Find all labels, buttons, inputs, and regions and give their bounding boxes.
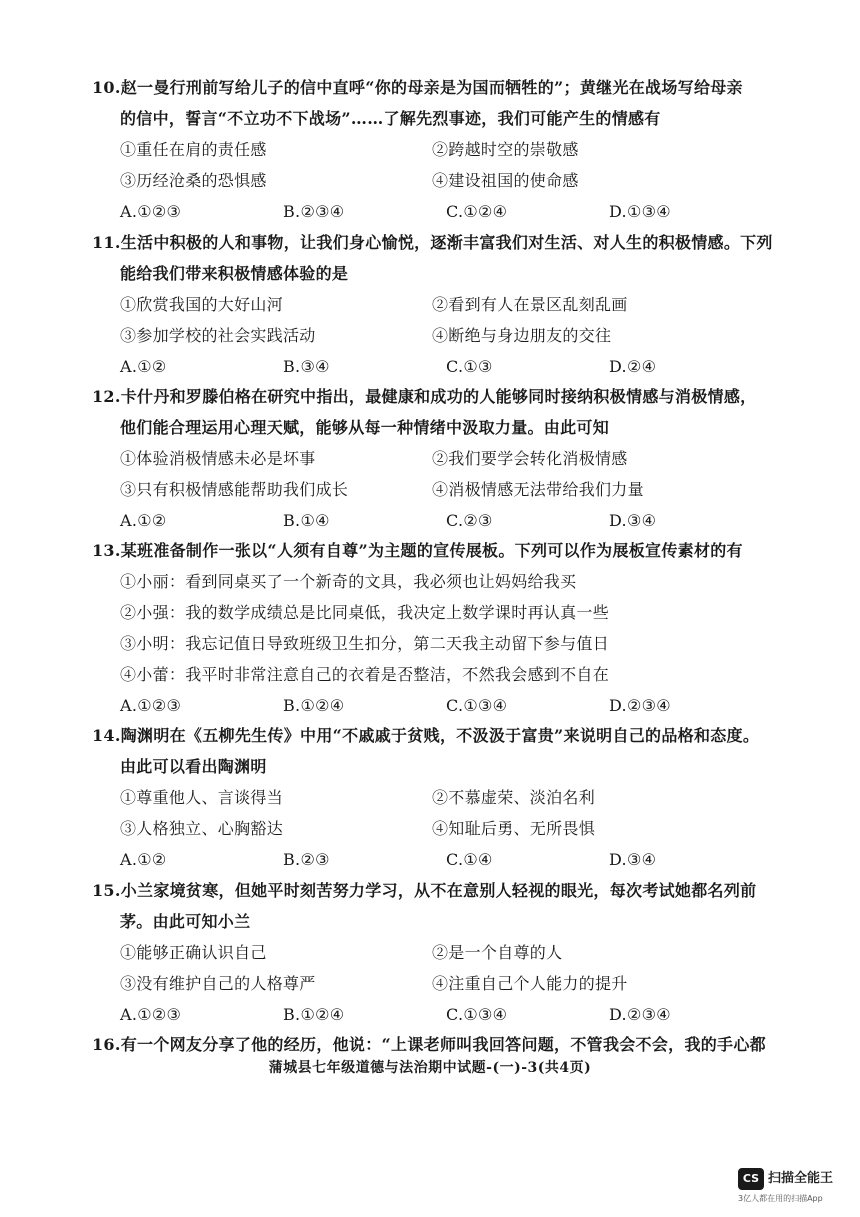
- camscanner-logo-icon: CS: [738, 1168, 764, 1190]
- question-stem: 茅。由此可知小兰: [120, 912, 251, 931]
- answer-choice: A.①②: [120, 511, 167, 530]
- option: ③只有积极情感能帮助我们成长: [120, 480, 349, 499]
- answer-choice: A.①②: [120, 357, 167, 376]
- option: ④知耻后勇、无所畏惧: [432, 819, 596, 838]
- answer-choice: C.①④: [446, 850, 493, 869]
- question-stem: 15.小兰家境贫寒，但她平时刻苦努力学习，从不在意别人轻视的眼光，每次考试她都名列前: [92, 881, 757, 900]
- option: ②不慕虚荣、淡泊名利: [432, 788, 596, 807]
- answer-choice: D.②④: [609, 357, 657, 376]
- answer-choice: C.②③: [446, 511, 493, 530]
- watermark-title: 扫描全能王: [768, 1171, 834, 1186]
- answer-choice: D.②③④: [609, 1005, 671, 1024]
- answer-choice: A.①②: [120, 850, 167, 869]
- option: ①重任在肩的责任感: [120, 140, 267, 159]
- option: ②小强：我的数学成绩总是比同桌低，我决定上数学课时再认真一些: [120, 603, 610, 622]
- answer-choice: B.①②④: [283, 696, 345, 715]
- answer-choice: B.②③④: [283, 202, 345, 221]
- option: ①能够正确认识自己: [120, 943, 267, 962]
- answer-choice: C.①③: [446, 357, 493, 376]
- option: ②我们要学会转化消极情感: [432, 449, 628, 468]
- question-12: [92, 381, 772, 536]
- question-15: [92, 875, 772, 1030]
- watermark-subtitle: 3亿人都在用的扫描App: [738, 1194, 823, 1203]
- question-stem: 能给我们带来积极情感体验的是: [120, 264, 349, 283]
- question-stem: 他们能合理运用心理天赋，能够从每一种情绪中汲取力量。由此可知: [120, 418, 610, 437]
- option: ③参加学校的社会实践活动: [120, 326, 316, 345]
- question-stem: 由此可以看出陶渊明: [120, 757, 267, 776]
- answer-choice: B.①②④: [283, 1005, 345, 1024]
- answer-choice: C.①③④: [446, 696, 508, 715]
- option: ③小明：我忘记值日导致班级卫生扣分，第二天我主动留下参与值日: [120, 634, 610, 653]
- answer-choice: A.①②③: [120, 202, 182, 221]
- question-stem: 14.陶渊明在《五柳先生传》中用“不戚戚于贫贱，不汲汲于富贵”来说明自己的品格和态度。: [92, 726, 760, 745]
- question-14: [92, 720, 772, 875]
- option: ④消极情感无法带给我们力量: [432, 480, 644, 499]
- question-16: [92, 1029, 772, 1060]
- option: ②跨越时空的崇敬感: [432, 140, 579, 159]
- option: ①欣赏我国的大好山河: [120, 295, 284, 314]
- option: ①小丽：看到同桌买了一个新奇的文具，我必须也让妈妈给我买: [120, 572, 577, 591]
- question-11: [92, 227, 772, 382]
- question-stem: 10.赵一曼行刑前写给儿子的信中直呼“你的母亲是为国而牺牲的”；黄继光在战场写给母亲: [92, 78, 743, 97]
- question-stem: 12.卡什丹和罗滕伯格在研究中指出，最健康和成功的人能够同时接纳积极情感与消极情感，: [92, 387, 757, 406]
- question-stem: 的信中，誓言“不立功不下战场”……了解先烈事迹，我们可能产生的情感有: [120, 109, 661, 128]
- option: ③历经沧桑的恐惧感: [120, 171, 267, 190]
- answer-choice: B.①④: [283, 511, 330, 530]
- scanner-watermark: [738, 1168, 850, 1208]
- answer-choice: A.①②③: [120, 1005, 182, 1024]
- option: ①体验消极情感未必是坏事: [120, 449, 316, 468]
- answer-choice: D.②③④: [609, 696, 671, 715]
- answer-choice: B.②③: [283, 850, 330, 869]
- answer-choice: D.③④: [609, 850, 657, 869]
- option: ④断绝与身边朋友的交往: [432, 326, 612, 345]
- answer-choice: D.③④: [609, 511, 657, 530]
- option: ④小蕾：我平时非常注意自己的衣着是否整洁，不然我会感到不自在: [120, 665, 610, 684]
- question-stem: 13.某班准备制作一张以“人须有自尊”为主题的宣传展板。下列可以作为展板宣传素材的有: [92, 541, 743, 560]
- option: ①尊重他人、言谈得当: [120, 788, 284, 807]
- answer-choice: D.①③④: [609, 202, 671, 221]
- option: ④注重自己个人能力的提升: [432, 974, 628, 993]
- page-footer: 蒲城县七年级道德与法治期中试题-(一)-3(共4页): [268, 1060, 592, 1076]
- option: ②看到有人在景区乱刻乱画: [432, 295, 628, 314]
- answer-choice: A.①②③: [120, 696, 182, 715]
- question-10: [92, 72, 772, 227]
- question-13: [92, 535, 772, 721]
- answer-choice: C.①③④: [446, 1005, 508, 1024]
- answer-choice: B.③④: [283, 357, 330, 376]
- answer-choice: C.①②④: [446, 202, 508, 221]
- option: ②是一个自尊的人: [432, 943, 563, 962]
- question-stem: 11.生活中积极的人和事物，让我们身心愉悦，逐渐丰富我们对生活、对人生的积极情感。下列: [92, 233, 773, 252]
- option: ③没有维护自己的人格尊严: [120, 974, 316, 993]
- option: ③人格独立、心胸豁达: [120, 819, 284, 838]
- option: ④建设祖国的使命感: [432, 171, 579, 190]
- question-stem: 16.有一个网友分享了他的经历，他说：“上课老师叫我回答问题，不管我会不会，我的手心都: [92, 1035, 766, 1054]
